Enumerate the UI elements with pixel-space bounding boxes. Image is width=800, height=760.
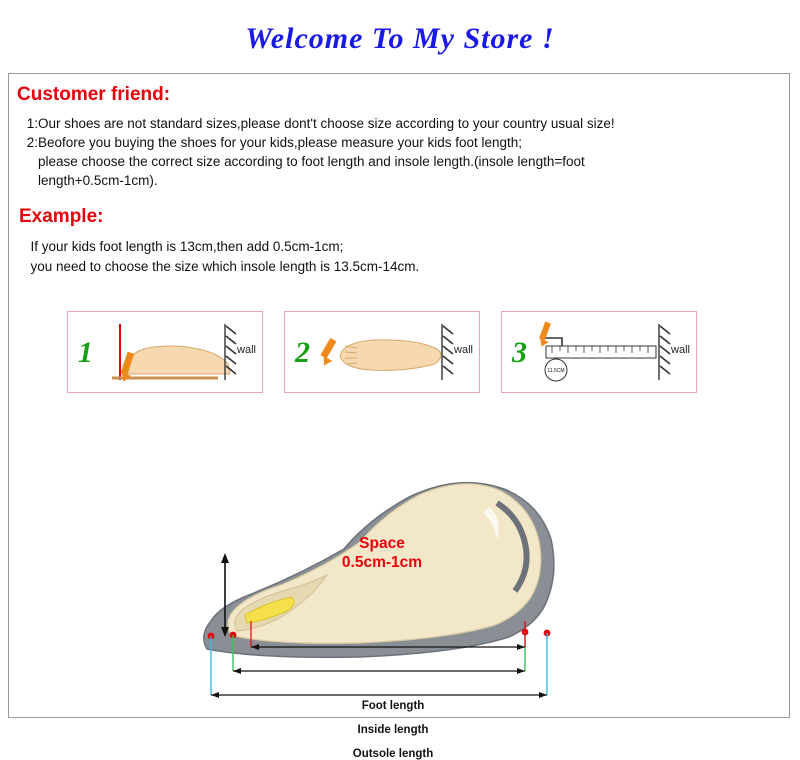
step-3-illustration — [502, 312, 698, 394]
step-2-panel — [284, 311, 480, 393]
step-1-illustration — [68, 312, 264, 394]
inside-length-measure — [233, 668, 525, 674]
outsole-length-measure — [211, 692, 547, 698]
space-callout — [307, 534, 457, 572]
step-3-number: 3 — [512, 336, 527, 369]
step-3-wall-label: wall — [671, 344, 690, 356]
page-title: Welcome To My Store ! — [245, 22, 555, 55]
step-2-number: 2 — [295, 336, 310, 369]
wall-hatch-2 — [442, 324, 453, 380]
shoe-cross-section-diagram — [159, 399, 639, 760]
pencil-icon — [538, 322, 551, 349]
step-1-panel — [67, 311, 263, 393]
example-lines — [23, 237, 763, 277]
customer-line-3: please choose the correct size according to foot length and insole length.(insole length=foot — [23, 154, 585, 169]
step-2-illustration — [285, 312, 481, 394]
customer-line-2: 2:Beofore you buying the shoes for your kids,please measure your kids foot length; — [23, 135, 523, 150]
outsole-length-label: Outsole length — [319, 748, 467, 760]
step-1-wall-label: wall — [237, 344, 256, 356]
info-box — [8, 73, 790, 760]
step-2-wall-label: wall — [454, 344, 473, 356]
step-1-number: 1 — [78, 336, 93, 369]
customer-friend-lines — [23, 114, 763, 190]
space-arrow-head-up — [221, 553, 229, 563]
example-heading: Example: — [19, 206, 104, 227]
pencil-icon — [320, 338, 337, 368]
example-line-2: you need to choose the size which insole length is 13.5cm-14cm. — [23, 259, 420, 274]
customer-friend-heading: Customer friend: — [17, 84, 171, 105]
example-line-1: If your kids foot length is 13cm,then add 0.5cm-1cm; — [23, 239, 344, 254]
customer-line-1: 1:Our shoes are not standard sizes,please dont't choose size according to your country usual size! — [23, 116, 615, 131]
step-3-panel — [501, 311, 697, 393]
space-label-line-2: 0.5cm-1cm — [341, 554, 423, 571]
space-label-line-1: Space — [359, 535, 405, 552]
foot-length-label: Foot length — [329, 700, 457, 712]
ruler-reading: 11.5CM — [547, 368, 565, 374]
inside-length-label: Inside length — [324, 724, 462, 736]
measurement-steps — [67, 311, 697, 393]
wall-hatch-3 — [659, 324, 670, 380]
customer-line-4: length+0.5cm-1cm). — [23, 173, 158, 188]
